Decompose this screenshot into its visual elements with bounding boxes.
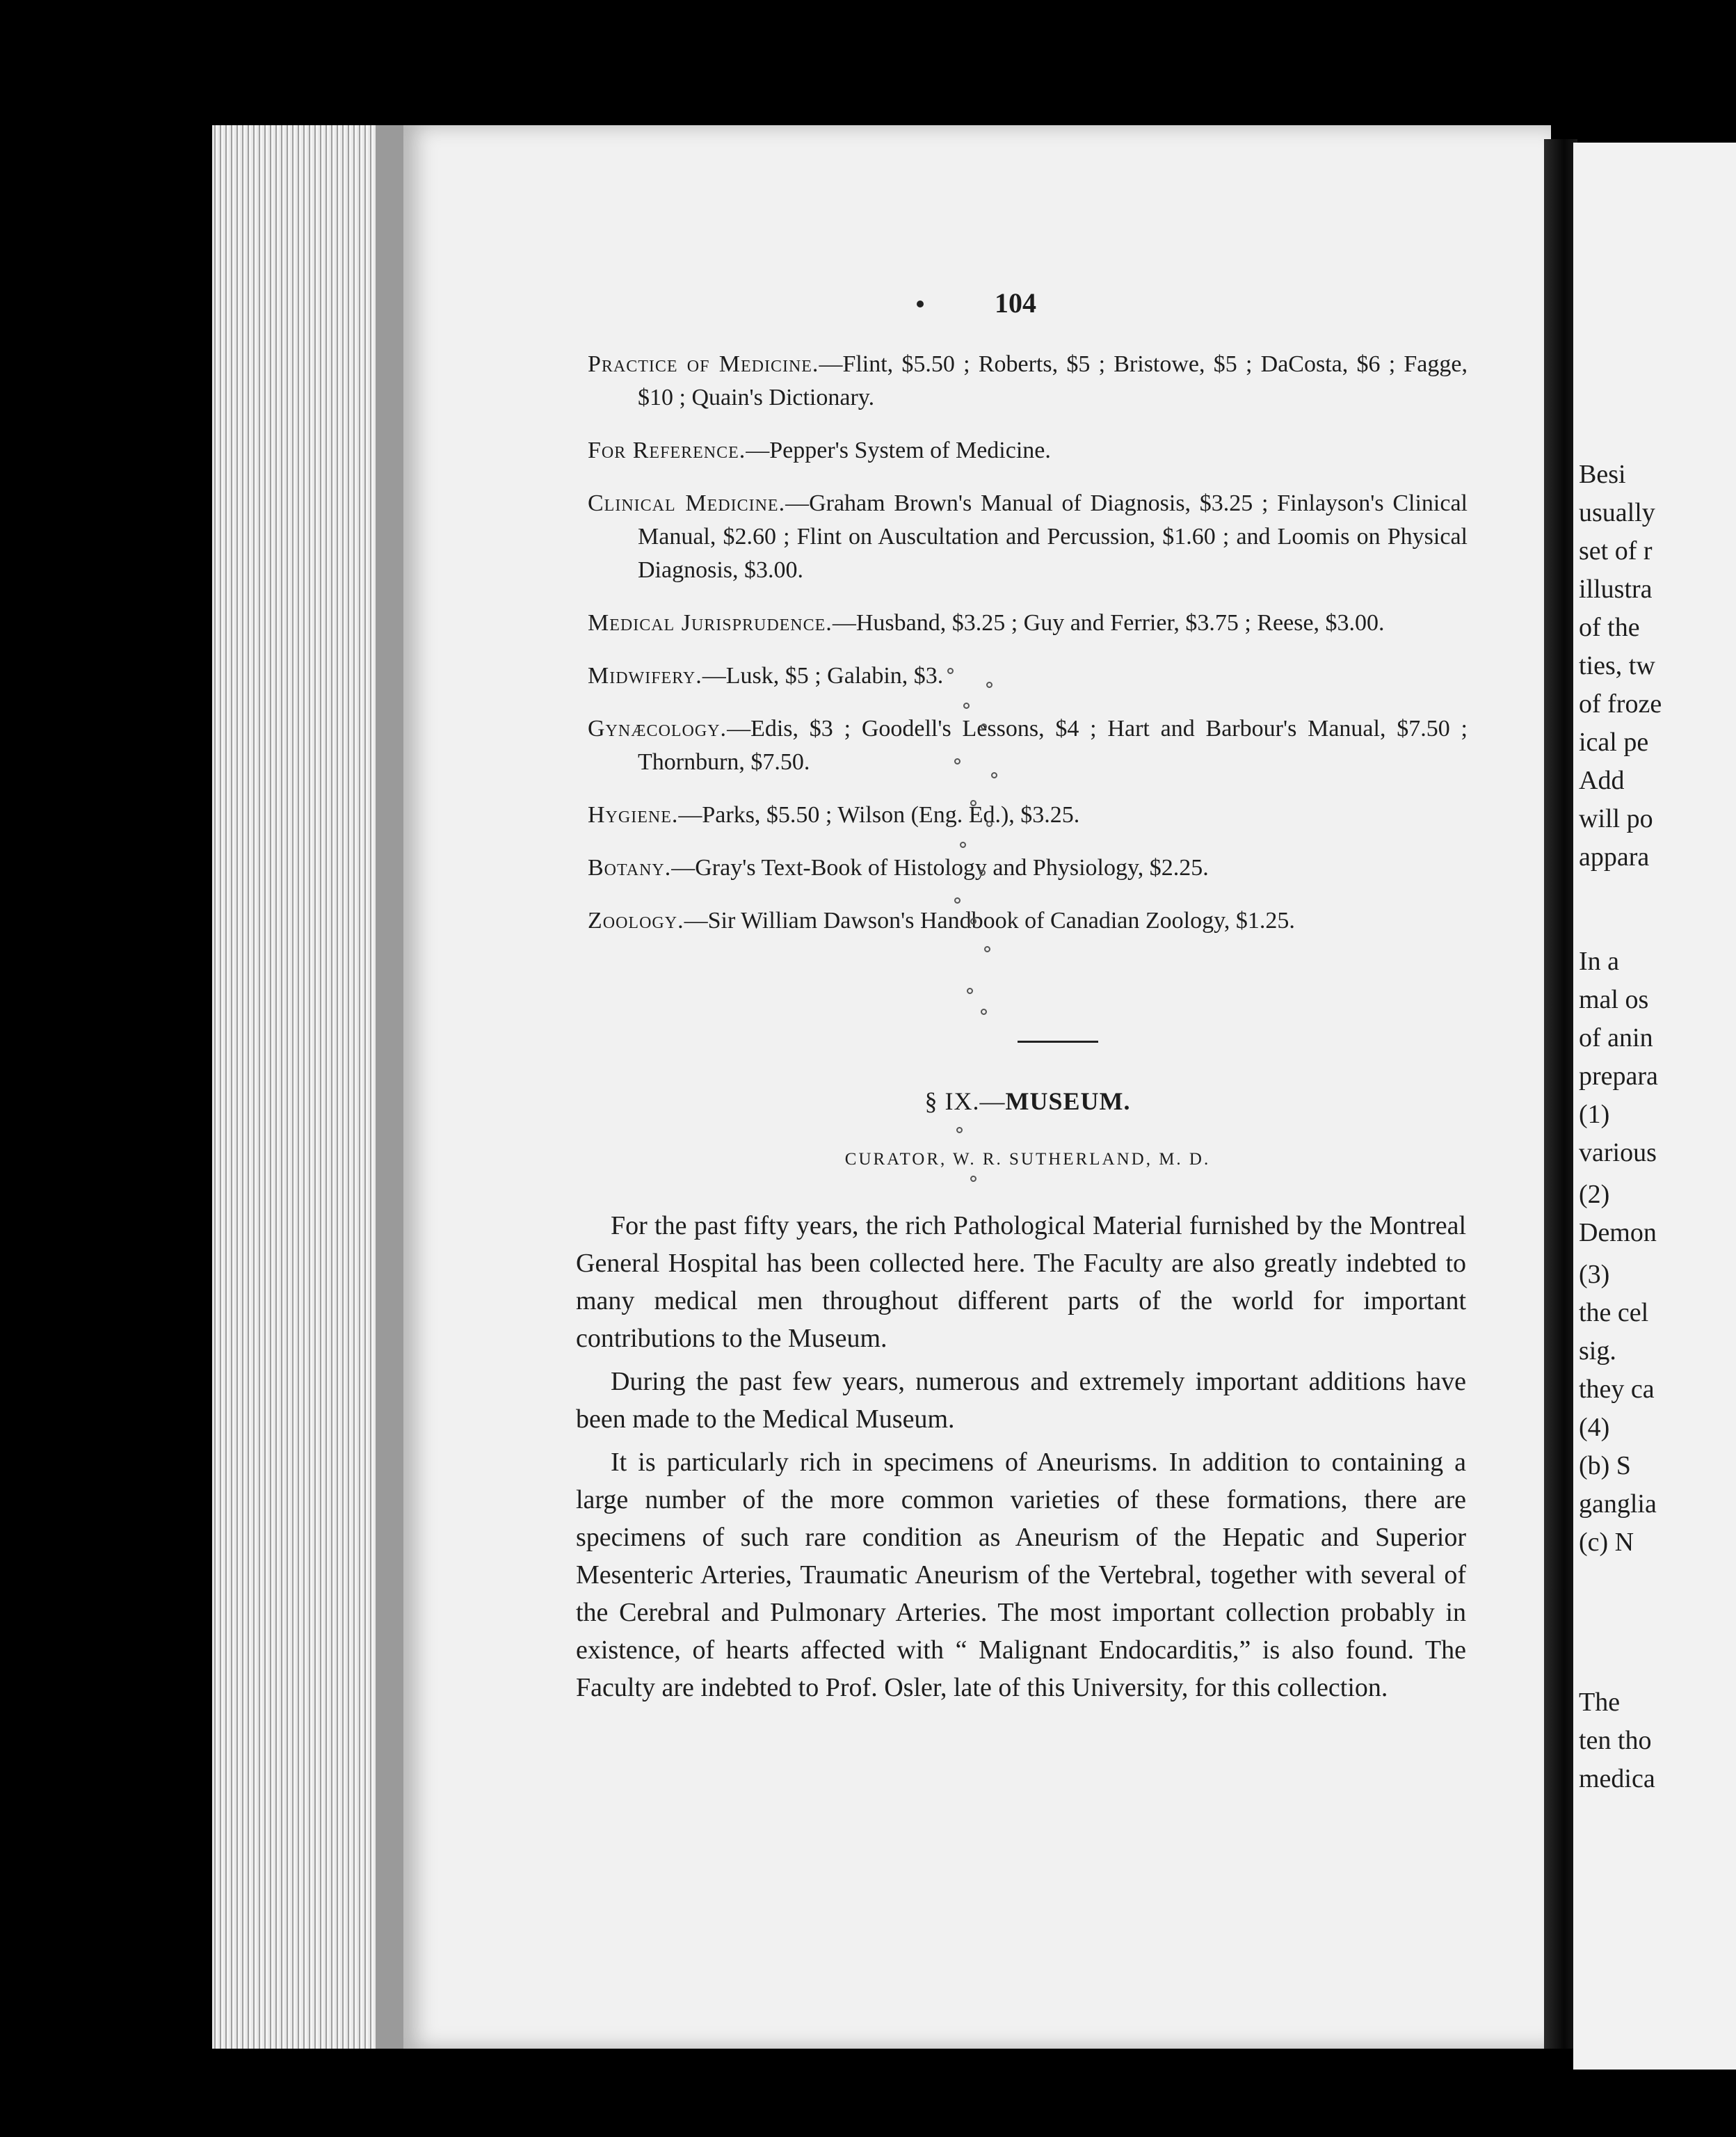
right-page-line: In a xyxy=(1579,947,1620,976)
entry-text: —Parks, $5.50 ; Wilson (Eng. Ed.), $3.25. xyxy=(678,802,1080,828)
entry-category: Midwifery. xyxy=(588,663,702,689)
entry-category: Clinical Medicine. xyxy=(588,490,786,516)
entry-category: Hygiene. xyxy=(588,802,679,828)
right-page-line: they ca xyxy=(1579,1375,1655,1404)
right-page-line: ganglia xyxy=(1579,1489,1657,1519)
entry-text: —Lusk, $5 ; Galabin, $3. xyxy=(702,663,944,689)
right-page-line: medica xyxy=(1579,1764,1655,1793)
entry-category: For Reference. xyxy=(588,438,746,463)
ink-dot xyxy=(917,301,924,307)
right-page-line: Besi xyxy=(1579,460,1626,489)
book-list-entry xyxy=(588,799,1468,832)
right-page-line: Demon xyxy=(1579,1218,1657,1247)
right-page-line: the cel xyxy=(1579,1298,1649,1327)
right-page-line: set of r xyxy=(1579,536,1653,566)
entry-text: —Graham Brown's Manual of Diagnosis, $3.25 ; Finlayson's Clinical Manual, $2.60 ; Flint on Auscultation and Percussion, $1.60 ; and Loomis on Physical Diagnosis, $3.00. xyxy=(638,490,1468,583)
entry-text: —Pepper's System of Medicine. xyxy=(746,438,1051,463)
right-page-line: sig. xyxy=(1579,1336,1616,1366)
book-list xyxy=(588,348,1468,957)
right-page-line: mal os xyxy=(1579,985,1649,1014)
book-list-entry xyxy=(588,659,1468,693)
right-page-line: Add xyxy=(1579,766,1625,795)
entry-text: —Husband, $3.25 ; Guy and Ferrier, $3.75 ; Reese, $3.00. xyxy=(832,610,1385,636)
museum-body-text xyxy=(576,1207,1466,1712)
entry-text: —Flint, $5.50 ; Roberts, $5 ; Bristowe, $5 ; DaCosta, $6 ; Fagge, $10 ; Quain's Dictionary. xyxy=(638,351,1468,410)
paragraph: It is particularly rich in specimens of Aneurisms. In addition to containing a large number of the more common varieties of these formations, there are specimens of such rare condition as Aneurism of the Hepatic and Superior Mesenteric Arteries, Traumatic Aneurism of the Vertebral, together with several of the Cerebral and Pulmonary Arteries. The most important collection probably in existence, of hearts affected with “ Malignant Endocarditis,” is also found. The Faculty are indebted to Prof. Osler, late of this University, for this collection. xyxy=(576,1448,1466,1702)
entry-category: Botany. xyxy=(588,855,672,881)
right-page-line: ties, tw xyxy=(1579,651,1655,680)
entry-text: —Edis, $3 ; Goodell's Lessons, $4 ; Hart and Barbour's Manual, $7.50 ; Thornburn, $7.50. xyxy=(638,716,1468,775)
entry-category: Zoology. xyxy=(588,908,684,934)
right-page-line: prepara xyxy=(1579,1062,1658,1091)
paragraph: For the past fifty years, the rich Pathological Material furnished by the Montreal General Hospital has been collected here. The Faculty are also greatly indebted to many medical men throughout different parts of the world for important contributions to the Museum. xyxy=(576,1211,1466,1353)
right-page-line: various xyxy=(1579,1138,1657,1167)
entry-text: —Sir William Dawson's Handbook of Canadian Zoology, $1.25. xyxy=(684,908,1295,934)
right-page-line: of froze xyxy=(1579,689,1662,719)
right-page-line: usually xyxy=(1579,498,1655,527)
book-list-entry xyxy=(588,607,1468,640)
section-heading xyxy=(588,1087,1468,1116)
entry-category: Gynæcology. xyxy=(588,716,728,742)
book-list-entry xyxy=(588,434,1468,467)
book-list-entry xyxy=(588,348,1468,415)
right-page-line: (4) xyxy=(1579,1413,1610,1442)
page-fold-shadow xyxy=(376,125,407,2049)
right-page-line: (c) N xyxy=(1579,1528,1634,1557)
page-number: 104 xyxy=(995,287,1036,319)
book-gutter xyxy=(1544,139,1577,2049)
right-page-line: of anin xyxy=(1579,1023,1653,1053)
curator-line: CURATOR, W. R. SUTHERLAND, M. D. xyxy=(844,1150,1211,1169)
right-page-line: illustra xyxy=(1579,575,1653,604)
entry-category: Practice of Medicine. xyxy=(588,351,819,377)
right-page-line: The xyxy=(1579,1688,1621,1717)
paragraph: During the past few years, numerous and extremely important additions have been made to the Medical Museum. xyxy=(576,1367,1466,1434)
right-page-line: (b) S xyxy=(1579,1451,1631,1480)
entry-category: Medical Jurisprudence. xyxy=(588,610,833,636)
section-divider xyxy=(1018,1041,1098,1043)
right-page-line: ical pe xyxy=(1579,728,1649,757)
right-page-line: (1) xyxy=(1579,1100,1610,1129)
right-page-line: appara xyxy=(1579,842,1650,872)
right-page-line: (3) xyxy=(1579,1260,1610,1289)
right-page-line: ten tho xyxy=(1579,1726,1652,1755)
book-list-entry xyxy=(588,487,1468,587)
book-list-entry xyxy=(588,851,1468,885)
book-list-entry xyxy=(588,712,1468,779)
section-title: MUSEUM. xyxy=(1005,1087,1131,1115)
right-page-line: (2) xyxy=(1579,1180,1610,1209)
section-number: § IX.— xyxy=(924,1087,1006,1115)
right-page-line: of the xyxy=(1579,613,1640,642)
entry-text: —Gray's Text-Book of Histology and Physiology, $2.25. xyxy=(671,855,1209,881)
book-list-entry xyxy=(588,904,1468,938)
right-page-line: will po xyxy=(1579,804,1653,833)
